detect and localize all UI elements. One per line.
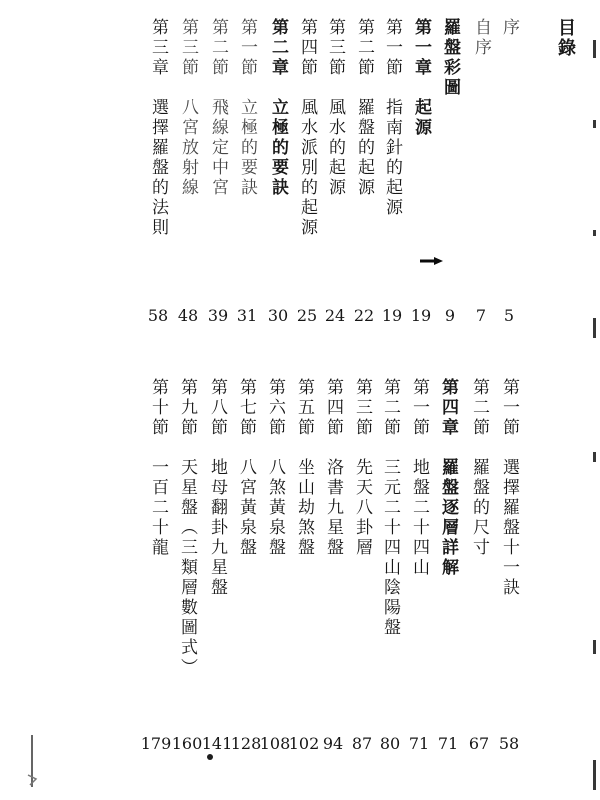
toc-entry-label: 第一節 立極的要訣 (237, 18, 257, 198)
page-title: 目錄 (555, 18, 576, 58)
toc-entry-label: 第三節 八宮放射線 (178, 18, 198, 198)
ink-dot (207, 754, 213, 760)
toc-entry-page: 87 (351, 734, 373, 753)
toc-entry-label: 第一節 地盤二十四山 (409, 378, 429, 578)
toc-entry-page: 30 (267, 306, 289, 325)
scan-mark (593, 452, 596, 462)
toc-entry-label: 序 (499, 18, 519, 38)
toc-entry-label: 第一節 選擇羅盤十一訣 (499, 378, 519, 598)
toc-entry-page: 71 (408, 734, 430, 753)
toc-entry-label: 第五節 坐山劫煞盤 (294, 378, 314, 558)
toc-entry-page: 179 (140, 734, 172, 753)
toc-entry-page: 71 (437, 734, 459, 753)
scan-mark (593, 640, 596, 654)
toc-entry-page: 7 (475, 306, 487, 325)
toc-entry-label: 第六節 八煞黃泉盤 (265, 378, 285, 558)
toc-entry-page: 22 (353, 306, 375, 325)
scan-mark (593, 120, 596, 128)
toc-entry-label: 自序 (471, 18, 491, 58)
toc-entry-page: 24 (324, 306, 346, 325)
toc-entry-label: 第四節 風水派別的起源 (297, 18, 317, 238)
scan-mark (593, 40, 596, 58)
toc-entry-label: 第七節 八宮黃泉盤 (236, 378, 256, 558)
toc-entry-page: 141 (201, 734, 233, 753)
toc-entry-label: 第一章 起源 (411, 18, 431, 138)
scan-mark (593, 318, 596, 338)
toc-entry-page: 128 (230, 734, 262, 753)
toc-entry-page: 25 (296, 306, 318, 325)
toc-entry-label: 第三節 先天八卦層 (352, 378, 372, 558)
toc-entry-page: 39 (207, 306, 229, 325)
toc-entry-page: 102 (288, 734, 320, 753)
arrow-mark-icon (420, 256, 444, 266)
toc-entry-page: 19 (381, 306, 403, 325)
toc-entry-page: 94 (322, 734, 344, 753)
toc-entry-page: 58 (147, 306, 169, 325)
toc-entry-label: 第四節 洛書九星盤 (323, 378, 343, 558)
toc-entry-label: 第十節 一百二十龍 (148, 378, 168, 558)
toc-entry-page: 31 (236, 306, 258, 325)
toc-entry-label: 第二章 立極的要訣 (268, 18, 288, 198)
toc-entry-page: 80 (379, 734, 401, 753)
toc-entry-label: 第二節 飛線定中宮 (208, 18, 228, 198)
scan-mark (26, 735, 42, 790)
toc-entry-label: 第二節 三元二十四山陰陽盤 (380, 378, 400, 638)
toc-entry-page: 9 (444, 306, 456, 325)
toc-entry-page: 160 (171, 734, 203, 753)
toc-entry-label: 第二節 羅盤的起源 (354, 18, 374, 198)
toc-entry-page: 108 (259, 734, 291, 753)
toc-entry-page: 48 (177, 306, 199, 325)
toc-entry-label: 第九節 天星盤（三類層數圖式） (177, 378, 197, 678)
toc-entry-label: 第四章 羅盤逐層詳解 (438, 378, 458, 578)
scan-mark (593, 230, 596, 236)
toc-entry-label: 第三章 選擇羅盤的法則 (148, 18, 168, 238)
toc-entry-label: 第八節 地母翻卦九星盤 (207, 378, 227, 598)
toc-entry-label: 羅盤彩圖 (440, 18, 460, 98)
toc-entry-label: 第三節 風水的起源 (325, 18, 345, 198)
toc-entry-label: 第二節 羅盤的尺寸 (469, 378, 489, 558)
scan-mark (593, 760, 596, 790)
toc-entry-page: 67 (468, 734, 490, 753)
toc-entry-page: 19 (410, 306, 432, 325)
toc-entry-label: 第一節 指南針的起源 (382, 18, 402, 218)
toc-entry-page: 58 (498, 734, 520, 753)
toc-entry-page: 5 (503, 306, 515, 325)
